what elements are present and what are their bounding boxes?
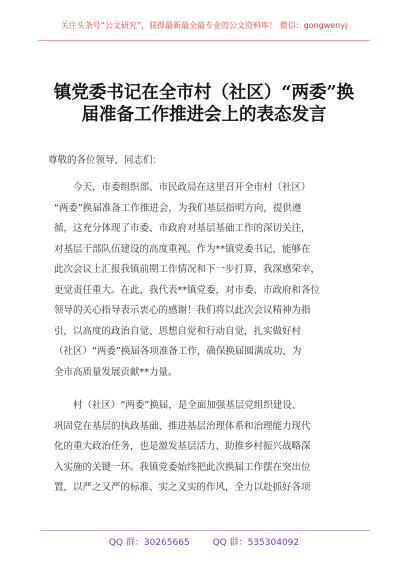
footer-qq-group-2: QQ 群：535304092 — [212, 538, 300, 548]
footer-divider — [40, 530, 370, 531]
paragraph-line: 置，以严之又严的标准、实之又实的作风，全力以赴抓好各项 — [54, 482, 311, 493]
paragraph-line: “两委”换届准备工作推进会，为我们基层指明方向，提供遵 — [54, 202, 302, 214]
paragraph-line: 村（社区）“两委”换届，是全面加强基层党组织建设、 — [73, 400, 302, 411]
paragraph-line: 循，这充分体现了市委、市政府对基层基础工作的深切关注， — [54, 223, 311, 234]
paragraph-2 — [54, 396, 354, 499]
header-divider — [38, 40, 370, 41]
paragraph-line: 对基层干部队伍建设的高度重视。作为**镇党委书记，能够在 — [54, 243, 311, 255]
paragraph-line: 引，以高度的政治自觉、思想自觉和行动自觉，扎实做好村 — [54, 325, 302, 337]
paragraph-line: 更觉责任重大。在此，我代表**镇党委，对市委、市政府和各位 — [54, 284, 321, 296]
footer-qq-group-1: QQ 群：30265665 — [108, 538, 190, 548]
paragraph-line: 全市高质量发展贡献**力量。 — [54, 366, 178, 378]
paragraph-line: （社区）“两委”换届各项准备工作，确保换届圆满成功，为 — [54, 346, 302, 357]
paragraph-line: 化的重大政治任务，也是激发基层活力、助推乡村振兴战略深 — [54, 441, 311, 452]
paragraph-line: 今天，市委组织部、市民政局在这里召开全市村（社区） — [73, 182, 311, 193]
salutation: 尊敬的各位领导，同志们： — [48, 155, 163, 166]
footer — [0, 535, 408, 548]
paragraph-line: 领导的关心指导表示衷心的感谢！我们将以此次会议精神为指 — [54, 305, 311, 316]
paragraph-line: 巩固党在基层的执政基础、推进基层治理体系和治理能力现代 — [54, 420, 311, 432]
title-line-1: 镇党委书记在全市村（社区）“两委”换 — [53, 83, 355, 103]
paragraph-line: 入实施的关键一环。我镇党委始终把此次换届工作摆在突出位 — [54, 461, 311, 473]
document-title — [30, 82, 378, 126]
paragraph-line: 此次会议上汇报我镇前期工作情况和下一步打算，我深感荣幸， — [54, 264, 321, 275]
paragraph-1 — [54, 178, 354, 383]
promo-banner: 关注头条号“公文研究”，获得最新最全最专业的公文资料库！ 微信：gongwenyj — [60, 21, 348, 30]
title-line-2: 届准备工作推进会上的表态发言 — [81, 105, 327, 125]
